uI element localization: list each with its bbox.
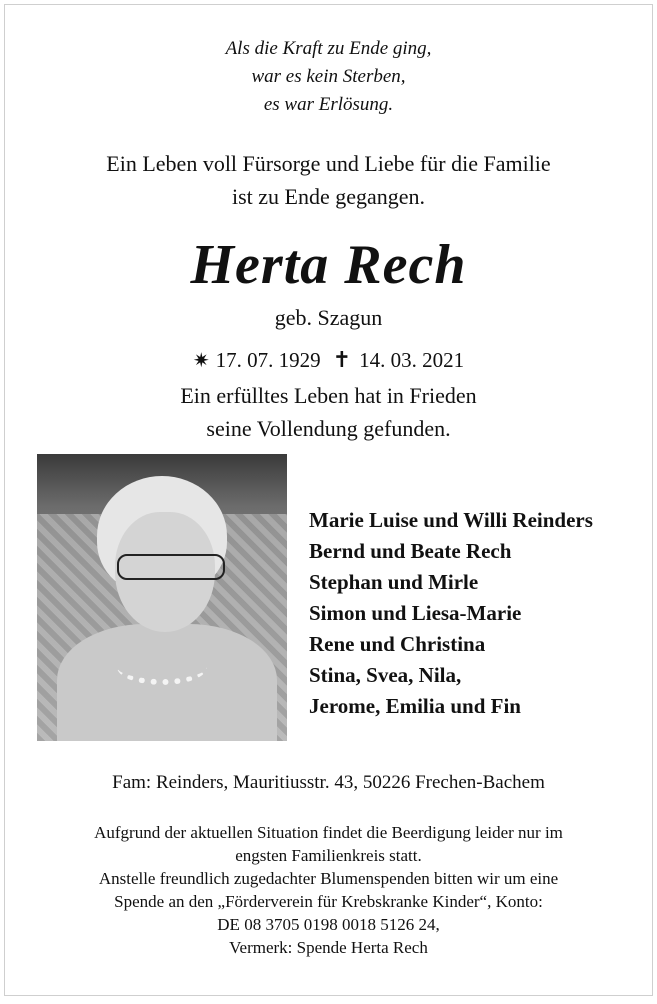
motto-verse: [5, 35, 652, 119]
motto-line: Als die Kraft zu Ende ging,: [225, 38, 432, 59]
fulfilled-line: seine Vollendung gefunden.: [206, 416, 451, 441]
motto-line: war es kein Sterben,: [251, 66, 406, 87]
death-date: 14. 03. 2021: [359, 348, 465, 372]
notice-line: Vermerk: Spende Herta Rech: [229, 938, 428, 957]
intro-line: Ein Leben voll Fürsorge und Liebe für die Familie: [106, 151, 551, 176]
photo-figure-necklace: [117, 649, 207, 685]
family-line: Stephan und Mirle: [309, 570, 479, 594]
obituary-notice: [4, 4, 653, 996]
birth-date: 17. 07. 1929: [215, 348, 321, 372]
family-line: Rene und Christina: [309, 632, 486, 656]
notice-line: Aufgrund der aktuellen Situation findet die Beerdigung leider nur im: [94, 823, 563, 842]
intro-line: ist zu Ende gegangen.: [231, 184, 426, 209]
photo-figure-glasses: [117, 554, 225, 580]
family-address: Fam: Reinders, Mauritiusstr. 43, 50226 Frechen-Bachem: [112, 772, 545, 793]
family-members: [309, 505, 593, 722]
fulfilled-text: [5, 379, 652, 445]
death-cross-icon: ✝: [332, 347, 352, 372]
family-line: Marie Luise und Willi Reinders: [309, 508, 593, 532]
life-dates: [5, 345, 652, 376]
notice-line: Spende an den „Förderverein für Krebskranke Kinder“, Konto:: [114, 892, 543, 911]
motto-line: es war Erlösung.: [263, 94, 394, 115]
notice-line: Anstelle freundlich zugedachter Blumenspenden bitten wir um eine: [98, 869, 559, 888]
birth-name: geb. Szagun: [274, 305, 383, 330]
family-line: Stina, Svea, Nila,: [309, 663, 462, 687]
notice-line: engsten Familienkreis statt.: [235, 846, 422, 865]
funeral-notice: [5, 821, 652, 959]
birth-star-icon: ✷: [192, 350, 210, 372]
fulfilled-line: Ein erfülltes Leben hat in Frieden: [180, 383, 477, 408]
notice-line: DE 08 3705 0198 0018 5126 24,: [217, 915, 440, 934]
deceased-name: Herta Rech: [190, 234, 467, 296]
portrait-photo: [37, 454, 287, 741]
family-line: Jerome, Emilia und Fin: [309, 694, 521, 718]
family-line: Simon und Liesa-Marie: [309, 601, 522, 625]
family-line: Bernd und Beate Rech: [309, 539, 512, 563]
intro-text: [5, 147, 652, 213]
